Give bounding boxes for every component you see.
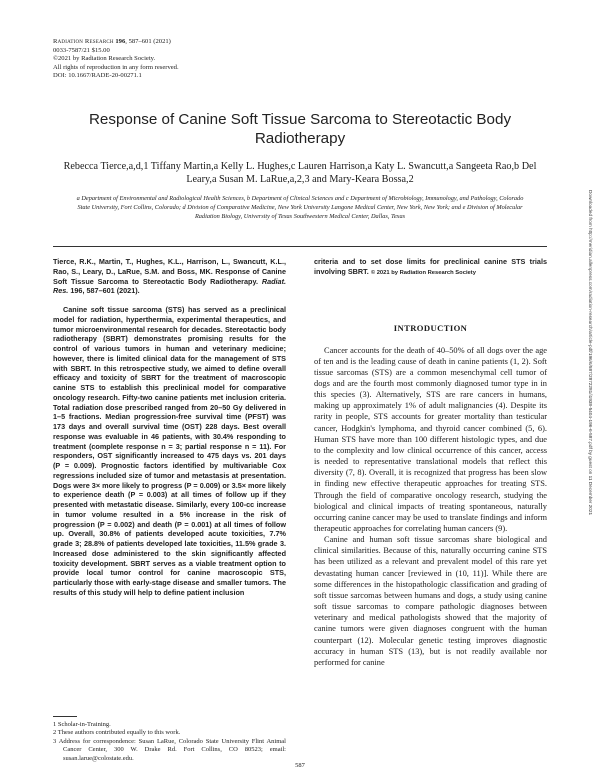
abstract-citation: Tierce, R.K., Martin, T., Hughes, K.L., Harrison, L., Swancutt, K.L., Rao, S., Leary, D., LaRue, S.M. and Boss, MK. Response of Canine Soft Tissue Sarcoma to Stereotactic Body Radiotherapy. Radiat. Res. 196, 587–601 (2021). (53, 257, 287, 296)
doi[interactable]: DOI: 10.1667/RADE-20-00271.1 (53, 72, 142, 80)
intro-paragraph: Cancer accounts for the death of 40–50% of all dogs over the age of ten and is the leading cause of death in canine patients (1, 2). Soft tissue sarcomas (STS) are a common mesenchymal cell tumor of dogs and are the fourth most commonly diagnosed tumor type in in this species (3). Alternatively, STS are rare cancers in humans, making up approximately 1% of adult malignancies (4). Despite its rarity in people, STS accounts for greater mortality than testicular cancer, Hodgkin's lymphoma, and thyroid cancer combined (5, 6). Human STS have more than 100 different histologic types, and due to the complexity and low clinical occurrence of this cancer, access is needed to representative translational models that reflect this diversity (7, 8). Overall, it is recognized that progress has been slow in finding new effective therapeutic approaches for treating STS. Through the field of comparative oncology research, studying the biological and clinical impacts of treating spontaneous, naturally occurring canine cancer may be used to translate findings and inform therapeutic approaches for correlating human cancers (9). (314, 345, 547, 533)
issn: 0033-7587/21 $15.00 (53, 46, 110, 54)
journal-name: Radiation Research (53, 38, 114, 45)
footnote: 1 Scholar-in-Training. (53, 721, 111, 728)
footnote: 2 These authors contributed equally to this work. (53, 729, 181, 737)
right-column (314, 257, 547, 668)
abstract-body: Canine soft tissue sarcoma (STS) has served as a preclinical model for radiation, hyperthermia, experimental therapeutics, and tumor microenvironmental research for decades. Stereotactic body radiotherapy (SBRT) demonstrates promising results for the control of various tumors in human and veterinary medicine; however, there is limited clinical data for the management of STS with SBRT. In this retrospective study, we aimed to define overall efficacy and toxicity of SBRT for the treatment of macroscopic canine STS to establish this preclinical model for comparative oncology research. Fifty-two canine patients met inclusion criteria. Total radiation dose prescribed ranged from 20–50 Gy delivered in 1–5 fractions. Median progression-free survival time (PFST) was 173 days and overall survival time (OST) 228 days. Best overall response was evaluable in 46 patients, with 30.4% responding to treatment (complete response n = 3; partial response n = 11). For responders, OST significantly increased to 475 days vs. 201 days (P = 0.009). Prognostic factors identified by multivariable Cox regressions included size of tumor and metastasis at presentation. Dogs were 3× more likely to progress (P = 0.009) or 3.5× more likely to experience death (P = 0.003) at all times of follow up if they presented with metastatic disease. Similarly, every 100-cc increase in tumor volume resulted in a 5% increase in the risk of progression (P = 0.002) and death (P = 0.001) at all times of follow up. Overall, 30.8% of patients developed acute toxicities, 7.7% grade 3; 28.8% of patients developed late toxicities, 11.5% grade 3. Increased dose administered to the skin significantly affected toxicity development. SBRT serves as a viable treatment option to provide local tumor control for canine macroscopic STS, particularly those with early-stage disease and smaller tumors. The results of this study will help to define patient inclusion (53, 305, 286, 597)
left-column (53, 257, 286, 598)
author-list: Rebecca Tierce,a,d,1 Tiffany Martin,a Kelly L. Hughes,c Lauren Harrison,a Katy L. Swancutt,a Sangeeta Rao,b Del Leary,a Susan M. LaRue,a,2,3 and Mary-Keara Bossa,2 (63, 161, 537, 186)
abstract-copyright: © 2021 by Radiation Research Society (370, 269, 476, 276)
paper-title: Response of Canine Soft Tissue Sarcoma to Stereotactic Body Radiotherapy (88, 111, 512, 147)
abstract-continuation: criteria and to set dose limits for preclinical canine STS trials involving SBRT. © 2021 by Radiation Research Society (314, 257, 547, 276)
footnotes (53, 721, 286, 763)
section-heading-introduction: INTRODUCTION (393, 322, 468, 333)
rights-line: All rights of reproduction in any form reserved. (53, 63, 179, 71)
volume: 196 (115, 38, 126, 45)
copyright-line: ©2021 by Radiation Research Society. (53, 55, 156, 63)
footnote-divider (53, 716, 77, 717)
header-divider (53, 246, 547, 247)
journal-abbr: Radiat. Res. (53, 276, 287, 296)
masthead (53, 38, 179, 81)
affiliations: a Department of Environmental and Radiological Health Sciences, b Department of Clinical Sciences and c Department of Microbiology, Immunology, and Pathology, Colorado State University, Fort Collins, Colorado; d Division of Comparative Medicine, New York University Langone Medical Center, New York, New York; and e Division of Molecular Radiation Biology, University of Texas Southwestern Medical Center, Dallas, Texas (76, 195, 524, 220)
download-watermark: Downloaded from http://meridian.allenpress.com/radiation-research/article-pdf/196/6/587/2872281/i1938-5404-196-6-587.pdf by guest on 11 December 2021 (588, 190, 593, 516)
pages-year: , 587–601 (2021) (125, 38, 171, 45)
intro-paragraph: Canine and human soft tissue sarcomas share biological and clinical similarities. Because of this, naturally occurring canine STS has been utilized as a relevant and prevalent model of this rare yet devastating human cancer [reviewed in (10, 11)]. While there are some differences in the histopathologic classification and grading of soft tissue sarcomas between humans and dogs, a study using canine soft tissue sarcomas to compare pathologic diagnoses between veterinary and medical pathologists showed that the majority of canine tumors were given diagnoses congruent with the human counterpart (12). Molecular genetic testing improves diagnostic accuracy in human STS (13), but is not readily available nor performed for canine (314, 535, 547, 667)
page-number: 587 (295, 762, 305, 769)
footnote: 3 Address for correspondence: Susan LaRue, Colorado State University Flint Animal Cancer Center, 300 W. Drake Rd. Fort Collins, CO 80523; email: susan.larue@colostate.edu. (53, 737, 286, 762)
